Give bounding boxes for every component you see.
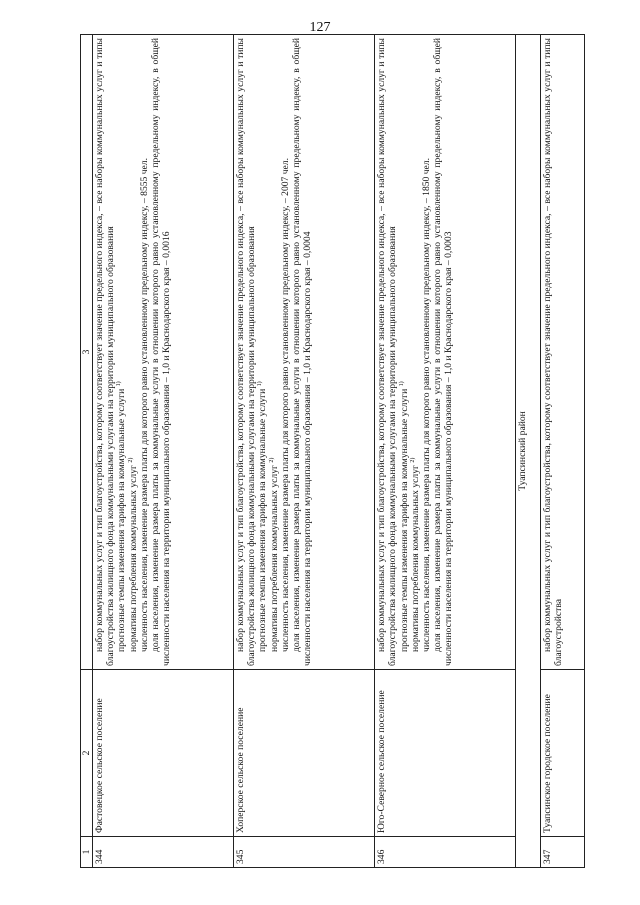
settlement-name: Туапсинское городское поселение [540,670,584,837]
page-number: 127 [309,20,331,35]
description-paragraph: набор коммунальных услуг и тип благоустройства, которому соответствует значение предельного индекса, – все наборы коммунальных услуг и типы благоустройства жилищного фонда коммунальными услугами на территории муниципального образования [94,38,117,666]
row-description [540,35,584,670]
table-header-row [81,35,93,868]
description-paragraph: доля населения, изменение размера платы за коммунальные услуги в отношении которого равно установленному предельному индексу, в общей численности населения на территории муниципального образования – 1,0 и Краснодарского края – 0,0016 [149,38,172,666]
table-row [93,35,234,868]
row-description [234,35,375,670]
description-paragraph [399,38,410,666]
description-text: прогнозные темпы изменения тарифов на коммунальные услуги [257,388,269,652]
table-row [375,35,516,868]
description-paragraph [410,38,421,666]
region-row [516,35,541,868]
column-header-3: 3 [81,35,93,670]
description-paragraph [128,38,139,666]
description-paragraph: набор коммунальных услуг и тип благоустройства, которому соответствует значение предельного индекса, – все наборы коммунальных услуг и типы благоустройства [541,38,565,666]
settlement-name: Хоперское сельское поселение [234,670,375,837]
description-paragraph: доля населения, изменение размера платы за коммунальные услуги в отношении которого равно установленному предельному индексу, в общей численности населения на территории муниципального образования – 1,0 и Краснодарского края – 0,0004 [290,38,313,666]
description-text: прогнозные темпы изменения тарифов на коммунальные услуги [116,388,128,652]
description-paragraph: набор коммунальных услуг и тип благоустройства, которому соответствует значение предельного индекса, – все наборы коммунальных услуг и типы благоустройства жилищного фонда коммунальными услугами на территории муниципального образования [235,38,258,666]
description-paragraph: доля населения, изменение размера платы за коммунальные услуги в отношении которого равно установленному предельному индексу, в общей численности населения на территории муниципального образования – 1,0 и Краснодарского края – 0,0003 [431,38,454,666]
column-header-1: 1 [81,837,93,868]
footnote-ref: 2) [409,457,416,463]
description-text: нормативы потребления коммунальных услуг [127,465,139,652]
row-description [93,35,234,670]
description-paragraph [257,38,268,666]
settlement-name: Фастовецкое сельское поселение [93,670,234,837]
description-paragraph [116,38,127,666]
description-text: нормативы потребления коммунальных услуг [268,465,280,652]
table-row [540,35,584,868]
footnote-ref: 2) [127,457,134,463]
rotated-table-container [80,38,585,868]
row-number: 346 [375,837,516,868]
region-title: Туапсинский район [516,35,541,868]
footnote-ref: 1) [398,381,405,387]
indices-table [80,34,585,868]
table-row [234,35,375,868]
footnote-ref: 1) [116,381,123,387]
footnote-ref: 1) [257,381,264,387]
description-text: прогнозные темпы изменения тарифов на коммунальные услуги [398,388,410,652]
description-text: нормативы потребления коммунальных услуг [409,465,421,652]
description-paragraph: численность населения, изменение размера платы для которого равно установленному предельному индексу, – 8555 чел. [138,158,150,652]
column-header-2: 2 [81,670,93,837]
row-description [375,35,516,670]
row-number: 347 [540,837,584,868]
row-number: 344 [93,837,234,868]
footnote-ref: 2) [268,457,275,463]
description-paragraph: численность населения, изменение размера платы для которого равно установленному предельному индексу, – 2007 чел. [279,158,291,652]
description-paragraph: численность населения, изменение размера платы для которого равно установленному предельному индексу, – 1850 чел. [420,158,432,652]
row-number: 345 [234,837,375,868]
description-paragraph: набор коммунальных услуг и тип благоустройства, которому соответствует значение предельного индекса, – все наборы коммунальных услуг и типы благоустройства жилищного фонда коммунальными услугами на территории муниципального образования [376,38,399,666]
settlement-name: Юго-Северное сельское поселение [375,670,516,837]
description-paragraph [269,38,280,666]
